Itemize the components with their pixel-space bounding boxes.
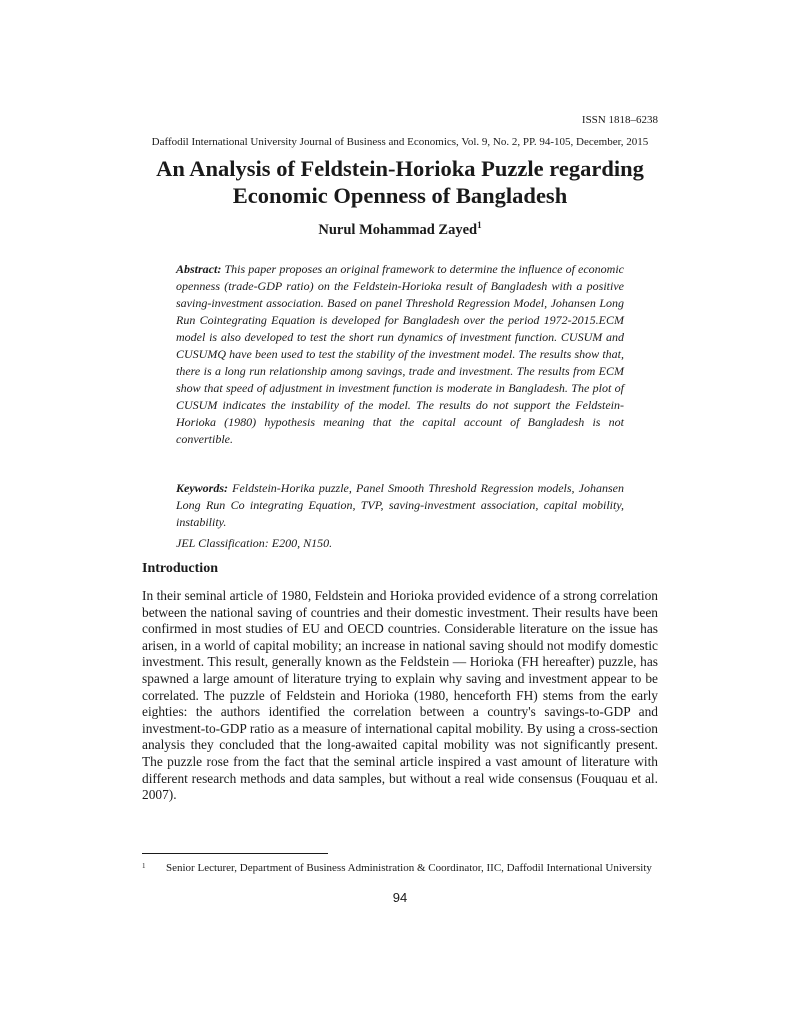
footnote [142,861,658,875]
introduction-paragraph: In their seminal article of 1980, Feldstein and Horioka provided evidence of a strong correlation between the national saving of countries and their domestic investment. Their results have been confirmed in most studies of EU and OECD countries. Considerable literature on the issue has arisen, in a world of capital mobility; an increase in national saving should not modify domestic investment. This result, generally known as the Feldstein — Horioka (FH hereafter) puzzle, has spawned a large amount of literature trying to explain why saving and investment appear to be correlated. The puzzle of Feldstein and Horioka (1980, henceforth FH) stems from the early eighties: the authors identified the correlation between a country's savings-to-GDP and investment-to-GDP ratio as a measure of international capital mobility. By using a cross-section analysis they concluded that the long-awaited capital mobility was not significantly present. The puzzle rose from the fact that the seminal article inspired a vast amount of literature with different research methods and data samples, but without a real wide consensus (Fouquau et al. 2007). [142,588,658,803]
jel-classification: JEL Classification: E200, N150. [176,536,333,550]
keywords [176,480,624,531]
section-heading-introduction: Introduction [142,561,218,576]
keywords-label: Keywords: [176,481,228,495]
author-footnote-mark: 1 [477,220,482,231]
issn-number: ISSN 1818–6238 [581,114,658,126]
paper-title: An Analysis of Feldstein-Horioka Puzzle regarding Economic Openness of Bangladesh [156,156,644,208]
page-number: 94 [392,890,408,905]
abstract-text: This paper proposes an original framework to determine the influence of economic openness (trade-GDP ratio) on the Feldstein-Horioka result of Bangladesh with a positive saving-investment association. Based on panel Threshold Regression Model, Johansen Long Run Cointegrating Equation is developed for Bangladesh over the period 1972-2015.ECM model is also developed to test the short run dynamics of investment function. CUSUM and CUSUMQ have been used to test the stability of the investment model. The results show that, there is a long run relationship among savings, trade and investment. The results from ECM show that speed of adjustment in investment function is moderate in Bangladesh. The plot of CUSUM indicates the instability of the model. The results do not support the Feldstein-Horioka (1980) hypothesis meaning that the capital account of Bangladesh is not convertible. [176,262,625,446]
abstract-label: Abstract: [176,262,222,276]
author-name: Nurul Mohammad Zayed [318,222,478,238]
abstract [176,261,624,448]
footnote-mark: 1 [142,862,146,870]
author-line [0,222,800,239]
keywords-text: Feldstein-Horika puzzle, Panel Smooth Threshold Regression models, Johansen Long Run Co integrating Equation, TVP, saving-investment association, capital mobility, instability. [176,481,624,529]
footnote-divider [142,853,328,854]
footnote-text: Senior Lecturer, Department of Business Administration & Coordinator, IIC, Daffodil International University [166,862,652,874]
journal-citation: Daffodil International University Journal of Business and Economics, Vol. 9, No. 2, PP. 94-105, December, 2015 [151,136,649,148]
